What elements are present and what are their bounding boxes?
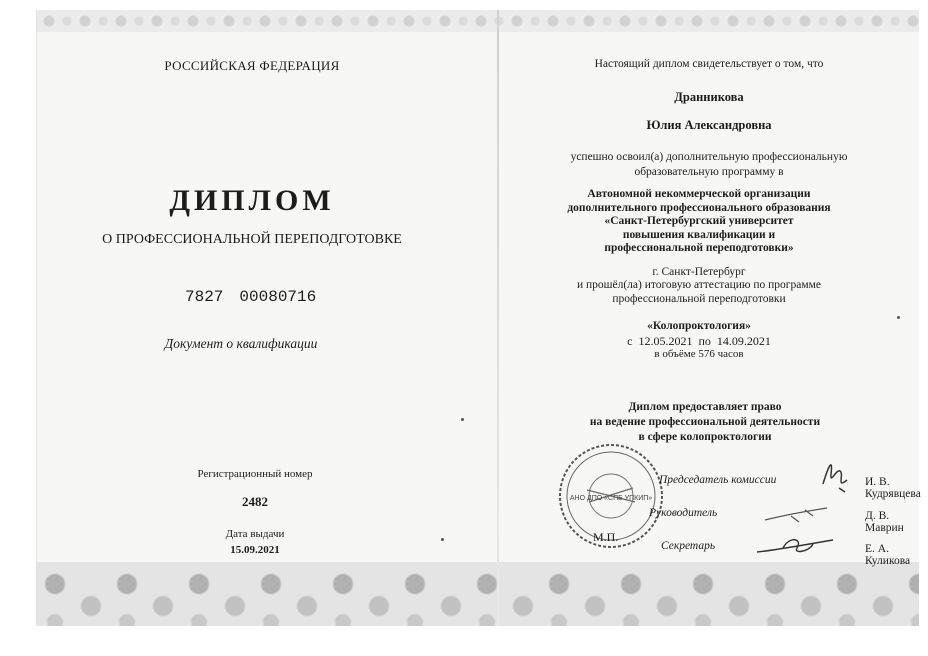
grant-line: в сфере колопроктологии <box>638 431 772 443</box>
program-name: «Колопроктология» <box>647 320 751 332</box>
holder-given-names: Юлия Александровна <box>646 118 772 132</box>
attestation-text <box>499 278 899 306</box>
signature-name-head: Д. В. Маврин <box>865 510 904 534</box>
registration-label: Регистрационный номер <box>197 468 313 480</box>
city: г. Санкт-Петербург <box>652 266 746 278</box>
diploma-number <box>185 288 316 306</box>
ink-speck <box>897 316 900 319</box>
organization-name <box>499 188 899 256</box>
mastered-line: успешно освоил(а) дополнительную профессиональную <box>570 151 848 163</box>
handwritten-signature-secretary <box>753 530 837 560</box>
intro-text: Настоящий диплом свидетельствует о том, что <box>594 58 824 70</box>
signature-role-secretary: Секретарь <box>661 540 716 552</box>
organization-line: повышения квалификации и <box>622 228 776 241</box>
grant-line: Диплом предоставляет право <box>628 401 782 413</box>
signature-name-chair: И. В. Кудрявцева <box>865 476 921 500</box>
right-page <box>499 10 921 567</box>
qualification-note: Документ о квалификации <box>164 336 318 351</box>
signature-name-secretary: Е. А. Куликова <box>865 543 911 567</box>
number-value: 00080716 <box>239 288 317 306</box>
holder-surname: Дранникова <box>674 90 744 104</box>
mastered-text <box>499 150 919 180</box>
country-heading: РОССИЙСКАЯ ФЕДЕРАЦИЯ <box>164 58 340 73</box>
ink-speck <box>461 418 464 421</box>
number-series: 7827 <box>185 288 224 306</box>
mastered-line: образовательную программу в <box>634 166 784 178</box>
issue-date-label: Дата выдачи <box>225 528 285 540</box>
document-title: ДИПЛОМ <box>169 184 335 217</box>
study-volume: в объёме 576 часов <box>654 348 744 360</box>
bottom-ornament-band <box>37 562 919 626</box>
registration-number: 2482 <box>242 494 268 509</box>
stamp-text: АНО ДПО «СПБ УПКИП» <box>569 495 653 502</box>
organization-line: Автономной некоммерческой организации <box>587 188 811 200</box>
handwritten-signature-head <box>761 502 831 528</box>
attestation-line: профессиональной переподготовки <box>612 293 786 305</box>
organization-line: профессиональной переподготовки» <box>604 242 794 254</box>
attestation-line: и прошёл(ла) итоговую аттестацию по программе <box>576 279 822 291</box>
grant-line: на ведение профессиональной деятельности <box>589 416 821 428</box>
grant-statement <box>499 400 911 445</box>
ink-speck <box>441 538 444 541</box>
issue-date: 15.09.2021 <box>230 544 280 556</box>
study-period: с 12.05.2021 по 14.09.2021 <box>627 334 771 348</box>
left-page <box>37 10 497 562</box>
signature-role-chair: Председатель комиссии <box>659 474 777 486</box>
seal-mark: М.П. <box>593 530 619 544</box>
organization-line: «Санкт-Петербургский университет <box>604 215 794 227</box>
document-subtitle: О ПРОФЕССИОНАЛЬНОЙ ПЕРЕПОДГОТОВКЕ <box>102 232 402 247</box>
signature-role-head: Руководитель <box>649 507 718 519</box>
diploma-spread <box>36 10 919 626</box>
handwritten-signature-chair <box>817 454 857 498</box>
organization-line: дополнительного профессионального образования <box>567 201 831 214</box>
